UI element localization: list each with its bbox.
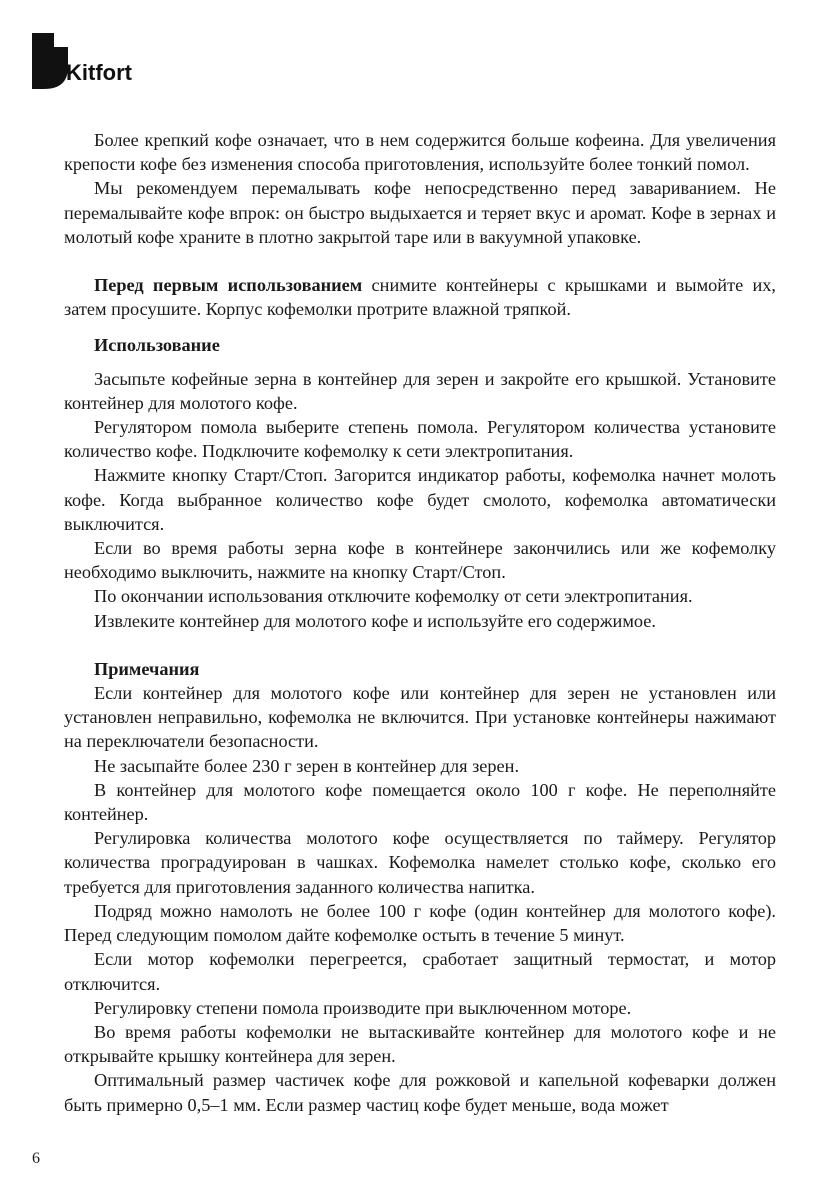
paragraph: Подряд можно намолоть не более 100 г кофе (один контейнер для молотого кофе). Перед следующим помолом дайте кофемолке остыть в течение 5 минут.: [64, 900, 776, 946]
paragraph: Если контейнер для молотого кофе или контейнер для зерен не установлен или установлен неправильно, кофемолка не включится. При установке контейнеры нажимают на переключатели безопасности.: [64, 683, 776, 752]
paragraph: Засыпьте кофейные зерна в контейнер для зерен и закройте его крышкой. Установите контейнер для молотого кофе.: [64, 368, 776, 413]
paragraph: Оптимальный размер частичек кофе для рожковой и капельной кофеварки должен быть примерно 0,5–1 мм. Если размер частиц кофе будет меньше, вода может: [64, 1070, 776, 1115]
page-number: 6: [32, 1150, 40, 1167]
paragraph: Нажмите кнопку Старт/Стоп. Загорится индикатор работы, кофемолка начнет молоть кофе. Когда выбранное количество кофе будет смолото, кофемолка автоматически выключится.: [64, 465, 776, 534]
paragraph: Если во время работы зерна кофе в контейнере закончились или же кофемолку необходимо выключить, нажмите на кнопку Старт/Стоп.: [64, 538, 776, 583]
paragraph: Регулировку степени помола производите при выключенном моторе.: [94, 997, 632, 1018]
paragraph: Если мотор кофемолки перегреется, сработает защитный термостат, и мотор отключится.: [64, 949, 776, 994]
paragraph: Во время работы кофемолки не вытаскивайте контейнер для молотого кофе и не открывайте крышку контейнера для зерен.: [64, 1021, 776, 1067]
before-first-use-paragraph: [64, 273, 776, 321]
paragraph: Более крепкий кофе означает, что в нем содержится больше кофеина. Для увеличения крепости кофе без изменения способа приготовления, используйте более тонкий помол.: [64, 130, 776, 175]
document-body: [64, 128, 776, 1117]
paragraph: Мы рекомендуем перемалывать кофе непосредственно перед завариванием. Не перемалывайте кофе впрок: он быстро выдыхается и теряет вкус и аромат. Кофе в зернах и молотый кофе храните в плотно закрытой таре или в вакуумной упаковке.: [64, 178, 776, 247]
brand-logo: [30, 33, 150, 93]
paragraph: Регулятором помола выберите степень помола. Регулятором количества установите количество кофе. Подключите кофемолку к сети электропитания.: [64, 417, 776, 462]
paragraph: Не засыпайте более 230 г зерен в контейнер для зерен.: [94, 755, 520, 776]
paragraph: Извлеките контейнер для молотого кофе и используйте его содержимое.: [94, 610, 656, 631]
before-first-use-text: снимите контейнеры с крышками и вымойте их, затем просушите. Корпус кофемолки протрите влажной тряпкой.: [64, 275, 776, 320]
usage-heading: Использование: [94, 335, 220, 356]
notes-heading: Примечания: [94, 658, 200, 679]
paragraph: В контейнер для молотого кофе помещается около 100 г кофе. Не переполняйте контейнер.: [64, 779, 776, 825]
kitfort-logo-icon: [30, 33, 70, 89]
before-first-use-heading: Перед первым использованием: [94, 275, 363, 296]
brand-name: Kitfort: [66, 60, 132, 85]
paragraph: По окончании использования отключите кофемолку от сети электропитания.: [94, 586, 693, 607]
paragraph: Регулировка количества молотого кофе осуществляется по таймеру. Регулятор количества проградуирован в чашках. Кофемолка намелет столько кофе, сколько его требуется для приготовления заданного количества напитка.: [64, 828, 776, 897]
